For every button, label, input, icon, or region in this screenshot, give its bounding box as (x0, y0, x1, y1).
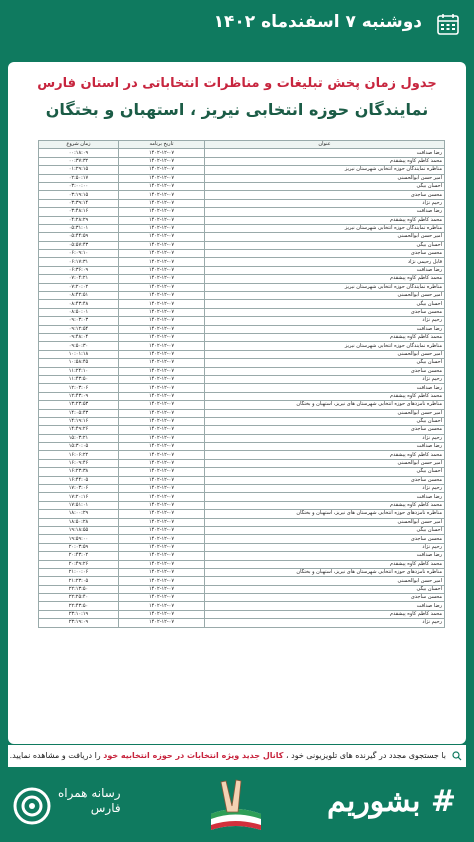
table-row (39, 333, 445, 341)
table-row (39, 208, 445, 216)
footer-note-before: با جستجوی مجدد در گیرنده های تلویزیونی خود ، (286, 751, 446, 760)
brand-logo-icon (12, 786, 52, 826)
cell-title: محسن ساجدی (205, 476, 445, 484)
cell-start-time: ۱۶:۰۹:۴۶ (39, 459, 119, 467)
cell-start-time: ۱۰:۰۱:۱۸ (39, 350, 119, 358)
cell-date: ۱۴۰۲-۱۲-۰۷ (119, 493, 205, 501)
cell-start-time: ۰۰:۱۸:۰۹ (39, 149, 119, 157)
cell-date: ۱۴۰۲-۱۲-۰۷ (119, 216, 205, 224)
cell-start-time: ۰۶:۳۶:۰۹ (39, 266, 119, 274)
cell-title: امیر حسن ابوالحسنی (205, 174, 445, 182)
table-row (39, 350, 445, 358)
cell-date: ۱۴۰۲-۱۲-۰۷ (119, 501, 205, 509)
table-row (39, 216, 445, 224)
cell-date: ۱۴۰۲-۱۲-۰۷ (119, 451, 205, 459)
cell-date: ۱۴۰۲-۱۲-۰۷ (119, 325, 205, 333)
cell-date: ۱۴۰۲-۱۲-۰۷ (119, 191, 205, 199)
cell-date: ۱۴۰۲-۱۲-۰۷ (119, 384, 205, 392)
schedule-table-wrap (38, 140, 444, 628)
cell-date: ۱۴۰۲-۱۲-۰۷ (119, 208, 205, 216)
cell-title: محمد کاظم کاوه پیشقدم (205, 392, 445, 400)
table-row (39, 300, 445, 308)
victory-hand-icon (205, 774, 265, 838)
cell-date: ۱۴۰۲-۱۲-۰۷ (119, 417, 205, 425)
cell-start-time: ۰۳:۱۹:۱۵ (39, 191, 119, 199)
table-row (39, 493, 445, 501)
cell-start-time: ۰۵:۵۷:۴۳ (39, 241, 119, 249)
cell-title: رضا صداقت (205, 325, 445, 333)
cell-date: ۱۴۰۲-۱۲-۰۷ (119, 308, 205, 316)
table-row (39, 526, 445, 534)
cell-title: محسن ساجدی (205, 426, 445, 434)
cell-title: احسان بیگی (205, 417, 445, 425)
cell-start-time: ۱۰:۵۸:۴۵ (39, 359, 119, 367)
cell-start-time: ۱۶:۴۴:۰۵ (39, 476, 119, 484)
table-row (39, 174, 445, 182)
cell-start-time: ۲۰:۰۳:۵۹ (39, 543, 119, 551)
table-row (39, 191, 445, 199)
table-row (39, 384, 445, 392)
cell-title: محمد کاظم کاوه پیشقدم (205, 157, 445, 165)
table-row (39, 468, 445, 476)
cell-title: احسان بیگی (205, 182, 445, 190)
table-row (39, 568, 445, 576)
cell-title: محسن ساجدی (205, 308, 445, 316)
cell-date: ۱۴۰۲-۱۲-۰۷ (119, 610, 205, 618)
cell-date: ۱۴۰۲-۱۲-۰۷ (119, 518, 205, 526)
table-row (39, 149, 445, 157)
header-date: تاریخ برنامه (119, 141, 205, 149)
cell-date: ۱۴۰۲-۱۲-۰۷ (119, 174, 205, 182)
cell-start-time: ۲۲:۴۳:۵۰ (39, 602, 119, 610)
cell-start-time: ۰۹:۵۰:۳۰ (39, 342, 119, 350)
cell-title: رحیم نژاد (205, 375, 445, 383)
cell-start-time: ۰۷:۰۴:۲۱ (39, 275, 119, 283)
table-row (39, 258, 445, 266)
cell-start-time: ۰۹:۴۸:۰۴ (39, 333, 119, 341)
cell-start-time: ۲۱:۰۰:۰۶ (39, 568, 119, 576)
table-row (39, 476, 445, 484)
cell-date: ۱۴۰۲-۱۲-۰۷ (119, 552, 205, 560)
cell-start-time: ۱۲:۰۳:۰۶ (39, 384, 119, 392)
cell-title: محسن ساجدی (205, 250, 445, 258)
top-band (0, 0, 474, 60)
cell-title: احسان بیگی (205, 526, 445, 534)
cell-title: مناظره نمایندگان حوزه انتخابی شهرستان نیریز (205, 166, 445, 174)
cell-title: محمد کاظم کاوه پیشقدم (205, 560, 445, 568)
footer-note-after: را دریافت و مشاهده نمایید. (9, 751, 101, 760)
search-icon (452, 751, 462, 761)
cell-date: ۱۴۰۲-۱۲-۰۷ (119, 602, 205, 610)
table-row (39, 283, 445, 291)
page-title-line1: جدول زمان پخش تبلیغات و مناظرات انتخاباتی در استان فارس (37, 76, 437, 91)
cell-start-time: ۱۵:۳۰:۰۵ (39, 443, 119, 451)
cell-title: مناظره نامزدهای حوزه انتخابی شهرستان های نیریز، استهبان و بختگان (205, 568, 445, 576)
cell-start-time: ۰۸:۴۲:۵۱ (39, 292, 119, 300)
cell-date: ۱۴۰۲-۱۲-۰۷ (119, 333, 205, 341)
cell-date: ۱۴۰۲-۱۲-۰۷ (119, 543, 205, 551)
date-text: دوشنبه ۷ اسفندماه ۱۴۰۲ (213, 12, 422, 32)
cell-date: ۱۴۰۲-۱۲-۰۷ (119, 459, 205, 467)
table-row (39, 375, 445, 383)
cell-start-time: ۰۰:۳۷:۳۲ (39, 157, 119, 165)
cell-date: ۱۴۰۲-۱۲-۰۷ (119, 526, 205, 534)
cell-title: محمد کاظم کاوه پیشقدم (205, 451, 445, 459)
table-row (39, 250, 445, 258)
cell-date: ۱۴۰۲-۱۲-۰۷ (119, 182, 205, 190)
table-row (39, 610, 445, 618)
table-row (39, 451, 445, 459)
cell-date: ۱۴۰۲-۱۲-۰۷ (119, 157, 205, 165)
cell-title: امیر حسن ابوالحسنی (205, 518, 445, 526)
cell-title: مناظره نامزدهای حوزه انتخابی شهرستان های نیریز، استهبان و بختگان (205, 510, 445, 518)
brand-line1: رسانه همراه (58, 786, 121, 800)
cell-title: رضا صداقت (205, 552, 445, 560)
cell-title: رضا صداقت (205, 602, 445, 610)
cell-date: ۱۴۰۲-۱۲-۰۷ (119, 359, 205, 367)
cell-start-time: ۱۴:۴۹:۲۶ (39, 426, 119, 434)
cell-date: ۱۴۰۲-۱۲-۰۷ (119, 224, 205, 232)
cell-title: امیر حسن ابوالحسنی (205, 292, 445, 300)
cell-start-time: ۰۳:۴۸:۱۶ (39, 208, 119, 216)
cell-title: مناظره نامزدهای حوزه انتخابی شهرستان های نیریز، استهبان و بختگان (205, 401, 445, 409)
cell-title: محسن ساجدی (205, 191, 445, 199)
brand-text (58, 786, 121, 816)
cell-date: ۱۴۰۲-۱۲-۰۷ (119, 300, 205, 308)
cell-title: مناظره نمایندگان حوزه انتخابی شهرستان نیریز (205, 283, 445, 291)
schedule-card (8, 62, 466, 744)
cell-date: ۱۴۰۲-۱۲-۰۷ (119, 594, 205, 602)
table-row (39, 392, 445, 400)
cell-start-time: ۲۳:۱۰:۱۹ (39, 610, 119, 618)
cell-date: ۱۴۰۲-۱۲-۰۷ (119, 342, 205, 350)
cell-start-time: ۱۵:۰۳:۲۱ (39, 434, 119, 442)
cell-date: ۱۴۰۲-۱۲-۰۷ (119, 375, 205, 383)
table-row (39, 308, 445, 316)
table-row (39, 459, 445, 467)
table-row (39, 266, 445, 274)
cell-start-time: ۰۷:۲۰:۰۲ (39, 283, 119, 291)
cell-date: ۱۴۰۲-۱۲-۰۷ (119, 250, 205, 258)
table-row (39, 224, 445, 232)
cell-title: مناظره نمایندگان حوزه انتخابی شهرستان نیریز (205, 224, 445, 232)
cell-date: ۱۴۰۲-۱۲-۰۷ (119, 568, 205, 576)
brand-line2: فارس (90, 801, 121, 815)
cell-start-time: ۱۷:۰۳:۰۶ (39, 485, 119, 493)
cell-title: امیر حسن ابوالحسنی (205, 233, 445, 241)
cell-title: محمد کاظم کاوه پیشقدم (205, 275, 445, 283)
page-title-line2: نمایندگان حوزه انتخابی نیریز ، استهبان و بختگان (45, 100, 429, 119)
cell-start-time: ۲۰:۴۳:۰۲ (39, 552, 119, 560)
table-row (39, 501, 445, 509)
cell-date: ۱۴۰۲-۱۲-۰۷ (119, 585, 205, 593)
cell-start-time: ۱۶:۰۶:۲۲ (39, 451, 119, 459)
cell-start-time: ۰۳:۰۰:۰۰ (39, 182, 119, 190)
cell-date: ۱۴۰۲-۱۲-۰۷ (119, 485, 205, 493)
cell-title: احسان بیگی (205, 468, 445, 476)
cell-start-time: ۱۴:۰۵:۴۳ (39, 409, 119, 417)
table-row (39, 552, 445, 560)
cell-title: احسان بیگی (205, 359, 445, 367)
table-row (39, 518, 445, 526)
cell-start-time: ۱۹:۱۸:۵۵ (39, 526, 119, 534)
cell-date: ۱۴۰۲-۱۲-۰۷ (119, 560, 205, 568)
cell-start-time: ۰۵:۳۱:۰۱ (39, 224, 119, 232)
cell-date: ۱۴۰۲-۱۲-۰۷ (119, 266, 205, 274)
cell-title: رحیم نژاد (205, 485, 445, 493)
table-row (39, 275, 445, 283)
cell-date: ۱۴۰۲-۱۲-۰۷ (119, 241, 205, 249)
cell-date: ۱۴۰۲-۱۲-۰۷ (119, 409, 205, 417)
cell-title: محمد کاظم کاوه پیشقدم (205, 501, 445, 509)
cell-title: رحیم نژاد (205, 619, 445, 627)
table-header-row (39, 141, 445, 149)
table-row (39, 602, 445, 610)
table-row (39, 325, 445, 333)
cell-start-time: ۰۶:۰۹:۱۰ (39, 250, 119, 258)
table-row (39, 443, 445, 451)
cell-start-time: ۰۴:۲۸:۲۹ (39, 216, 119, 224)
table-row (39, 166, 445, 174)
cell-start-time: ۰۹:۰۳:۰۳ (39, 317, 119, 325)
table-row (39, 594, 445, 602)
cell-start-time: ۰۳:۳۹:۱۴ (39, 199, 119, 207)
header-start-time: زمان شروع (39, 141, 119, 149)
cell-date: ۱۴۰۲-۱۲-۰۷ (119, 401, 205, 409)
cell-title: محسن ساجدی (205, 367, 445, 375)
table-row (39, 619, 445, 627)
cell-title: رضا صداقت (205, 493, 445, 501)
cell-start-time: ۱۲:۴۳:۰۹ (39, 392, 119, 400)
table-row (39, 342, 445, 350)
cell-date: ۱۴۰۲-۱۲-۰۷ (119, 510, 205, 518)
cell-title: احسان بیگی (205, 241, 445, 249)
cell-date: ۱۴۰۲-۱۲-۰۷ (119, 619, 205, 627)
cell-start-time: ۱۸:۵۰:۲۸ (39, 518, 119, 526)
cell-title: رضا صداقت (205, 384, 445, 392)
table-row (39, 241, 445, 249)
cell-start-time: ۰۶:۱۷:۳۱ (39, 258, 119, 266)
cell-start-time: ۱۳:۲۳:۵۳ (39, 401, 119, 409)
cell-title: محمد کاظم کاوه پیشقدم (205, 216, 445, 224)
cell-start-time: ۰۹:۱۲:۵۴ (39, 325, 119, 333)
cell-date: ۱۴۰۲-۱۲-۰۷ (119, 258, 205, 266)
table-row (39, 292, 445, 300)
cell-start-time: ۰۱:۲۹:۱۵ (39, 166, 119, 174)
cell-title: محمد کاظم کاوه پیشقدم (205, 610, 445, 618)
table-row (39, 182, 445, 190)
cell-start-time: ۲۰:۴۹:۲۶ (39, 560, 119, 568)
cell-start-time: ۱۷:۵۱:۰۱ (39, 501, 119, 509)
table-row (39, 535, 445, 543)
cell-title: مناظره نمایندگان حوزه انتخابی شهرستان نیریز (205, 342, 445, 350)
footer-note (8, 745, 466, 767)
cell-date: ۱۴۰۲-۱۲-۰۷ (119, 476, 205, 484)
cell-start-time: ۱۱:۲۴:۱۰ (39, 367, 119, 375)
table-row (39, 434, 445, 442)
cell-start-time: ۲۲:۱۳:۵۰ (39, 585, 119, 593)
cell-start-time: ۰۸:۵۰:۰۱ (39, 308, 119, 316)
table-row (39, 409, 445, 417)
table-row (39, 510, 445, 518)
hashtag-text: # بشوریم (327, 784, 456, 819)
table-row (39, 401, 445, 409)
cell-start-time: ۲۳:۱۹:۰۹ (39, 619, 119, 627)
cell-title: رضا صداقت (205, 208, 445, 216)
calendar-icon (436, 12, 460, 36)
schedule-table (38, 140, 445, 628)
cell-date: ۱۴۰۲-۱۲-۰۷ (119, 275, 205, 283)
table-row (39, 426, 445, 434)
bottom-band (0, 768, 474, 842)
cell-title: امیر حسن ابوالحسنی (205, 350, 445, 358)
cell-title: امیر حسن ابوالحسنی (205, 409, 445, 417)
cell-title: محسن ساجدی (205, 535, 445, 543)
cell-start-time: ۲۱:۲۳:۰۵ (39, 577, 119, 585)
cell-start-time: ۰۲:۵۰:۱۷ (39, 174, 119, 182)
table-row (39, 543, 445, 551)
footer-note-highlight: کانال جدید ویژه انتخابات در حوزه انتخابیه خود (103, 751, 284, 760)
cell-title: احسان بیگی (205, 300, 445, 308)
cell-title: رضا صداقت (205, 149, 445, 157)
cell-start-time: ۱۸:۰۰:۲۹ (39, 510, 119, 518)
cell-date: ۱۴۰۲-۱۲-۰۷ (119, 166, 205, 174)
table-row (39, 199, 445, 207)
cell-date: ۱۴۰۲-۱۲-۰۷ (119, 434, 205, 442)
cell-title: رضا صداقت (205, 443, 445, 451)
table-row (39, 157, 445, 165)
cell-title: امیر حسن ابوالحسنی (205, 459, 445, 467)
cell-date: ۱۴۰۲-۱۲-۰۷ (119, 350, 205, 358)
cell-start-time: ۲۲:۲۵:۴۰ (39, 594, 119, 602)
table-row (39, 585, 445, 593)
cell-date: ۱۴۰۲-۱۲-۰۷ (119, 199, 205, 207)
cell-title: احسان بیگی (205, 585, 445, 593)
table-row (39, 359, 445, 367)
cell-title: رضا صداقت (205, 266, 445, 274)
table-row (39, 417, 445, 425)
cell-title: محسن ساجدی (205, 594, 445, 602)
header-title: عنوان (205, 141, 445, 149)
cell-start-time: ۱۹:۵۹:۰۰ (39, 535, 119, 543)
table-row (39, 233, 445, 241)
cell-title: قابل رحیمی نژاد (205, 258, 445, 266)
cell-date: ۱۴۰۲-۱۲-۰۷ (119, 149, 205, 157)
cell-title: رحیم نژاد (205, 199, 445, 207)
cell-start-time: ۱۷:۲۰:۱۶ (39, 493, 119, 501)
cell-date: ۱۴۰۲-۱۲-۰۷ (119, 367, 205, 375)
cell-title: رحیم نژاد (205, 317, 445, 325)
cell-start-time: ۱۴:۱۹:۱۶ (39, 417, 119, 425)
table-row (39, 485, 445, 493)
table-row (39, 317, 445, 325)
cell-start-time: ۰۵:۴۴:۵۹ (39, 233, 119, 241)
cell-date: ۱۴۰۲-۱۲-۰۷ (119, 443, 205, 451)
cell-date: ۱۴۰۲-۱۲-۰۷ (119, 392, 205, 400)
cell-title: رحیم نژاد (205, 543, 445, 551)
cell-date: ۱۴۰۲-۱۲-۰۷ (119, 292, 205, 300)
table-row (39, 367, 445, 375)
cell-title: امیر حسن ابوالحسنی (205, 577, 445, 585)
cell-date: ۱۴۰۲-۱۲-۰۷ (119, 426, 205, 434)
cell-title: رحیم نژاد (205, 434, 445, 442)
cell-date: ۱۴۰۲-۱۲-۰۷ (119, 233, 205, 241)
table-row (39, 577, 445, 585)
cell-date: ۱۴۰۲-۱۲-۰۷ (119, 577, 205, 585)
cell-title: محمد کاظم کاوه پیشقدم (205, 333, 445, 341)
cell-start-time: ۱۶:۲۳:۳۸ (39, 468, 119, 476)
cell-start-time: ۰۸:۴۳:۴۸ (39, 300, 119, 308)
cell-date: ۱۴۰۲-۱۲-۰۷ (119, 468, 205, 476)
cell-date: ۱۴۰۲-۱۲-۰۷ (119, 317, 205, 325)
cell-date: ۱۴۰۲-۱۲-۰۷ (119, 535, 205, 543)
cell-start-time: ۱۱:۴۳:۵۰ (39, 375, 119, 383)
table-row (39, 560, 445, 568)
cell-date: ۱۴۰۲-۱۲-۰۷ (119, 283, 205, 291)
